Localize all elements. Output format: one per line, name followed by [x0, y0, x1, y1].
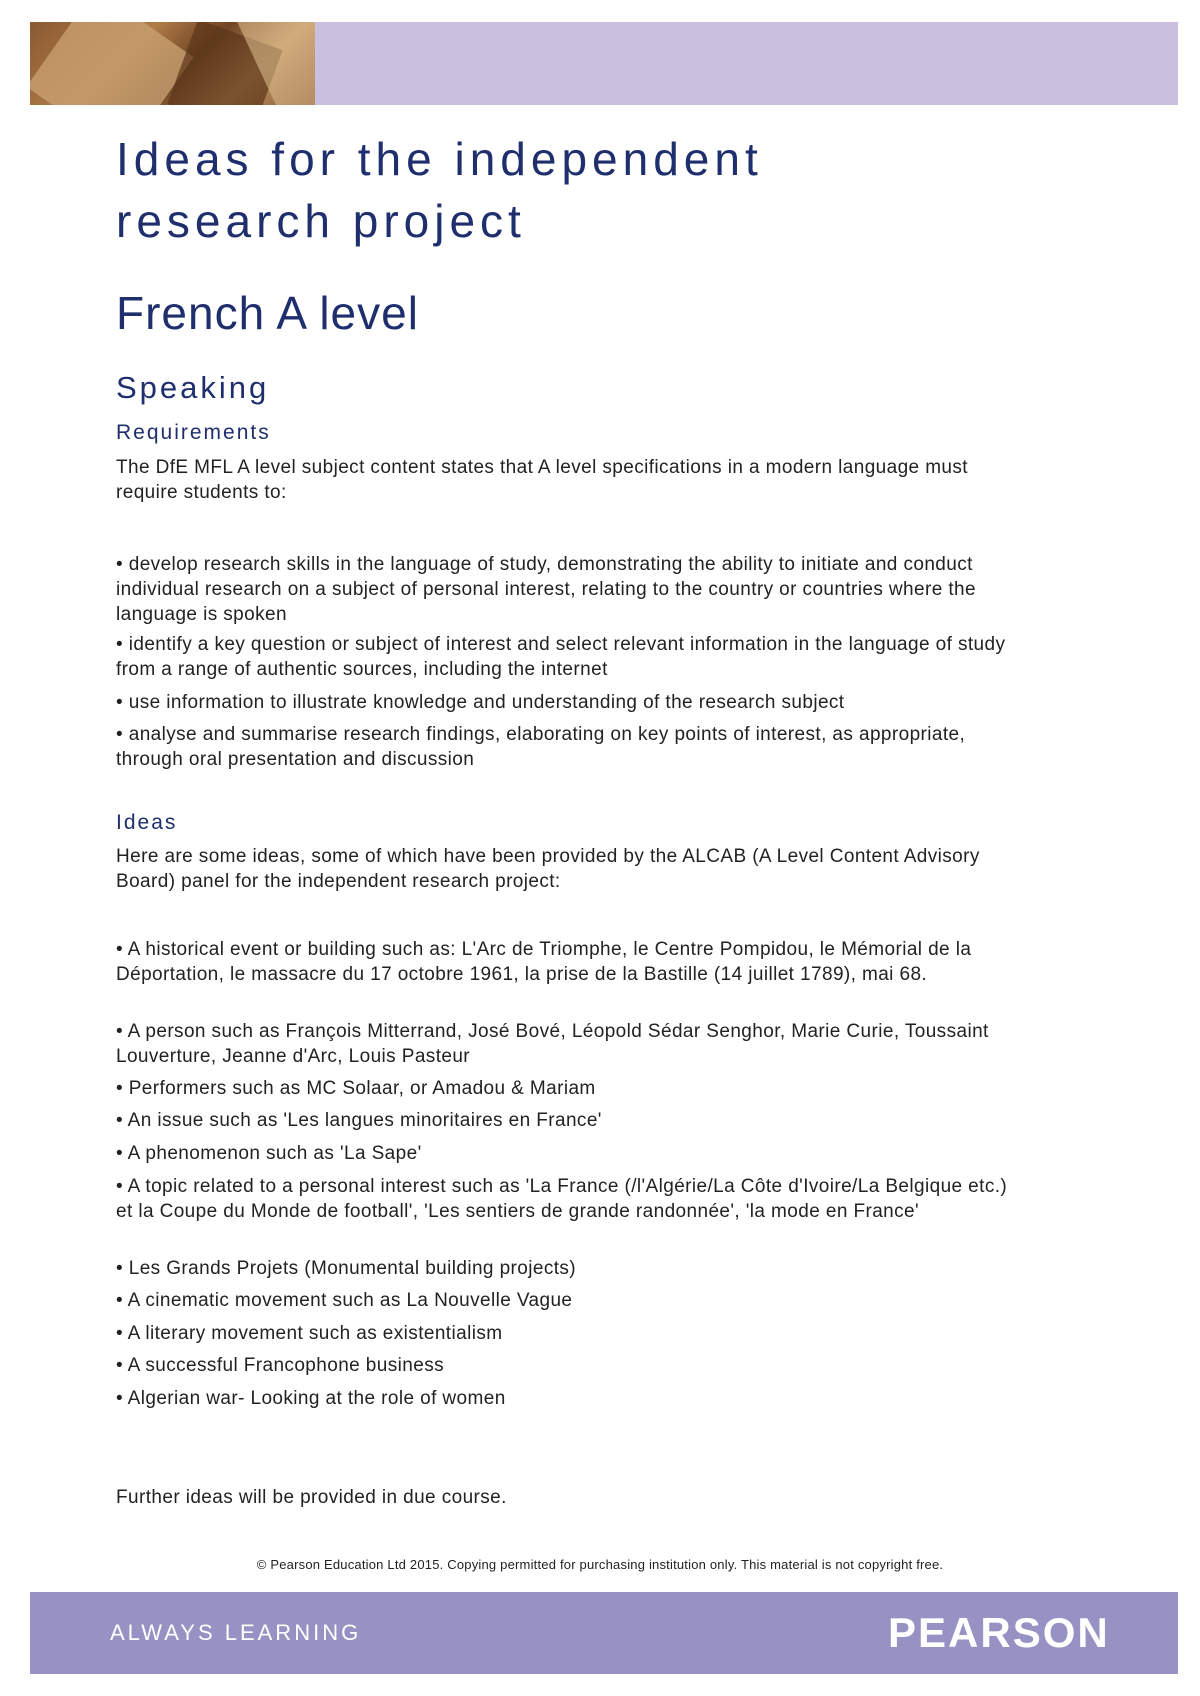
ideas-heading: Ideas: [116, 811, 178, 834]
requirements-heading: Requirements: [116, 421, 271, 444]
requirements-intro: The DfE MFL A level subject content states that A level specifications in a modern language must require students to:: [116, 457, 968, 503]
section-title: Speaking: [116, 370, 270, 405]
requirement-item: • use information to illustrate knowledge and understanding of the research subject: [116, 692, 845, 713]
idea-item: • A person such as François Mitterrand, José Bové, Léopold Sédar Senghor, Marie Curie, Toussaint Louverture, Jeanne d'Arc, Louis Pasteur: [116, 1021, 989, 1067]
idea-item: • Les Grands Projets (Monumental building projects): [116, 1258, 577, 1279]
idea-item: • A historical event or building such as: L'Arc de Triomphe, le Centre Pompidou, le Mémorial de la Déportation, le massacre du 17 octobre 1961, la prise de la Bastille (14 juillet 1789), mai 68.: [116, 939, 972, 985]
idea-item: • Algerian war- Looking at the role of women: [116, 1388, 506, 1409]
idea-item: • A literary movement such as existentialism: [116, 1323, 503, 1344]
header-photo: [30, 22, 315, 105]
pearson-logo: PEARSON: [888, 1609, 1110, 1656]
idea-item: • A topic related to a personal interest such as 'La France (/l'Algérie/La Côte d'Ivoire/La Belgique etc.) et la Coupe du Monde de football', 'Les sentiers de grande randonnée', 'la mode en France': [116, 1176, 1008, 1222]
copyright-notice: © Pearson Education Ltd 2015. Copying permitted for purchasing institution only. This material is not copyright free.: [256, 1557, 944, 1572]
footer-tagline: ALWAYS LEARNING: [110, 1620, 362, 1645]
ideas-intro: Here are some ideas, some of which have been provided by the ALCAB (A Level Content Advisory Board) panel for the independent research project:: [116, 846, 980, 892]
requirement-item: • identify a key question or subject of interest and select relevant information in the language of study from a range of authentic sources, including the internet: [116, 634, 1006, 680]
idea-item: • An issue such as 'Les langues minoritaires en France': [116, 1110, 602, 1131]
page-title: Ideas for the independent research project: [116, 133, 763, 247]
idea-item: • A phenomenon such as 'La Sape': [116, 1143, 422, 1164]
idea-item: • A cinematic movement such as La Nouvelle Vague: [116, 1290, 573, 1311]
page-subtitle: French A level: [116, 287, 419, 339]
closing-note: Further ideas will be provided in due course.: [116, 1487, 507, 1508]
idea-item: • Performers such as MC Solaar, or Amadou & Mariam: [116, 1078, 596, 1099]
requirement-item: • analyse and summarise research findings, elaborating on key points of interest, as appropriate, through oral presentation and discussion: [116, 724, 966, 770]
idea-item: • A successful Francophone business: [116, 1355, 445, 1376]
requirement-item: • develop research skills in the language of study, demonstrating the ability to initiate and conduct individual research on a subject of personal interest, relating to the country or countries where the language is spoken: [116, 554, 976, 625]
